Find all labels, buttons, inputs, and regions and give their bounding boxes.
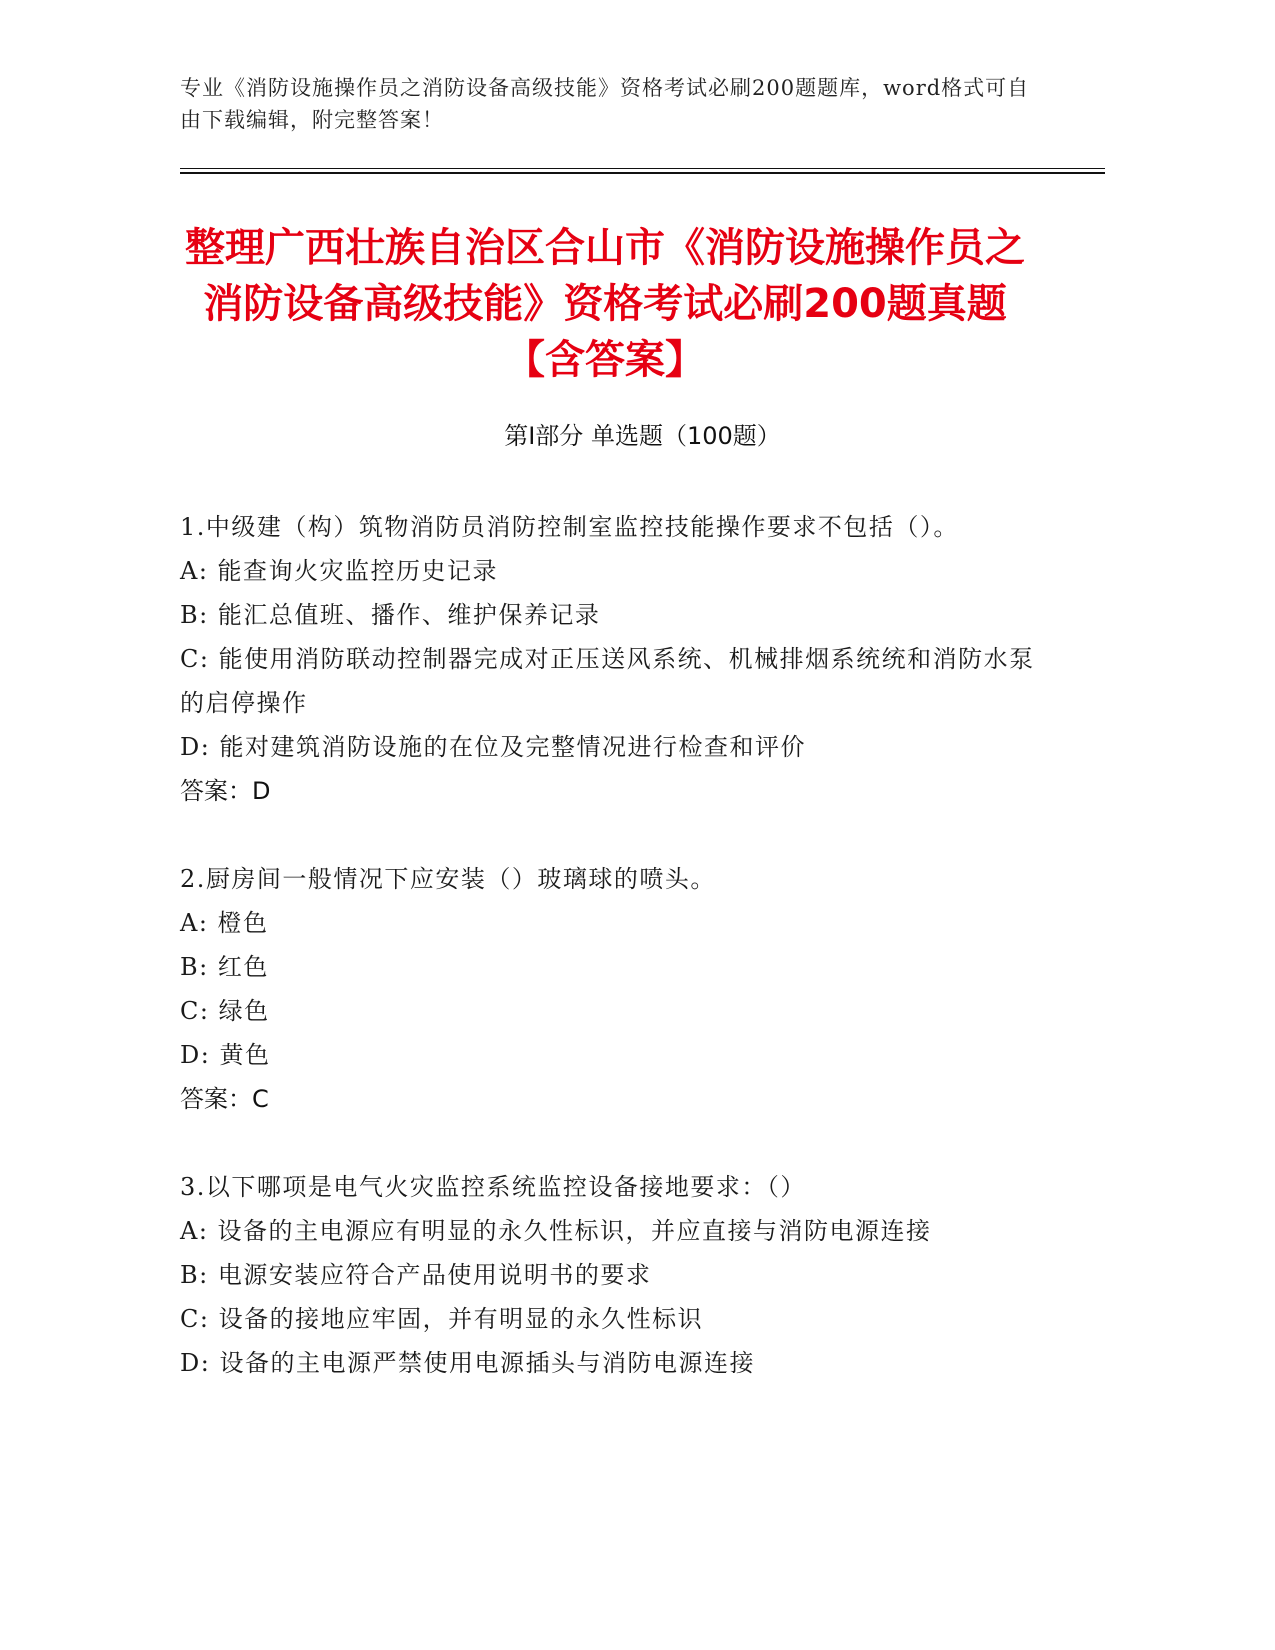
question-stem: 2.厨房间一般情况下应安装（）玻璃球的喷头。 bbox=[180, 865, 716, 893]
option-c: C: 绿色 bbox=[180, 997, 270, 1025]
option-c: C: 设备的接地应牢固，并有明显的永久性标识 bbox=[180, 1305, 704, 1333]
question-1 bbox=[180, 505, 1040, 813]
option-b: B: 红色 bbox=[180, 953, 269, 981]
question-list bbox=[180, 505, 1040, 1429]
document-title: 整理广西壮族自治区合山市《消防设施操作员之消防设备高级技能》资格考试必刷200题真题【含答案】 bbox=[185, 225, 1025, 383]
header-note: 专业《消防设施操作员之消防设备高级技能》资格考试必刷200题题库，word格式可自由下载编辑，附完整答案！ bbox=[180, 76, 1030, 132]
section-heading: 第Ⅰ部分 单选题（100题） bbox=[504, 422, 781, 450]
question-2 bbox=[180, 857, 1040, 1121]
answer-line: 答案：C bbox=[180, 1085, 269, 1113]
option-b: B: 能汇总值班、播作、维护保养记录 bbox=[180, 601, 601, 629]
question-3 bbox=[180, 1165, 1040, 1385]
option-a: A: 橙色 bbox=[180, 909, 269, 937]
header-divider-thick bbox=[180, 172, 1105, 174]
option-b: B: 电源安装应符合产品使用说明书的要求 bbox=[180, 1261, 652, 1289]
option-d: D: 黄色 bbox=[180, 1041, 271, 1069]
option-a: A: 设备的主电源应有明显的永久性标识，并应直接与消防电源连接 bbox=[180, 1217, 932, 1245]
option-d: D: 设备的主电源严禁使用电源插头与消防电源连接 bbox=[180, 1349, 755, 1377]
question-stem: 3.以下哪项是电气火灾监控系统监控设备接地要求：（） bbox=[180, 1173, 806, 1201]
option-c: C: 能使用消防联动控制器完成对正压送风系统、机械排烟系统统和消防水泵的启停操作 bbox=[180, 645, 1035, 717]
option-d: D: 能对建筑消防设施的在位及完整情况进行检查和评价 bbox=[180, 733, 806, 761]
header-divider-thin bbox=[180, 168, 1105, 169]
question-stem: 1.中级建（构）筑物消防员消防控制室监控技能操作要求不包括（）。 bbox=[180, 513, 959, 541]
answer-line: 答案：D bbox=[180, 777, 271, 805]
option-a: A: 能查询火灾监控历史记录 bbox=[180, 557, 499, 585]
